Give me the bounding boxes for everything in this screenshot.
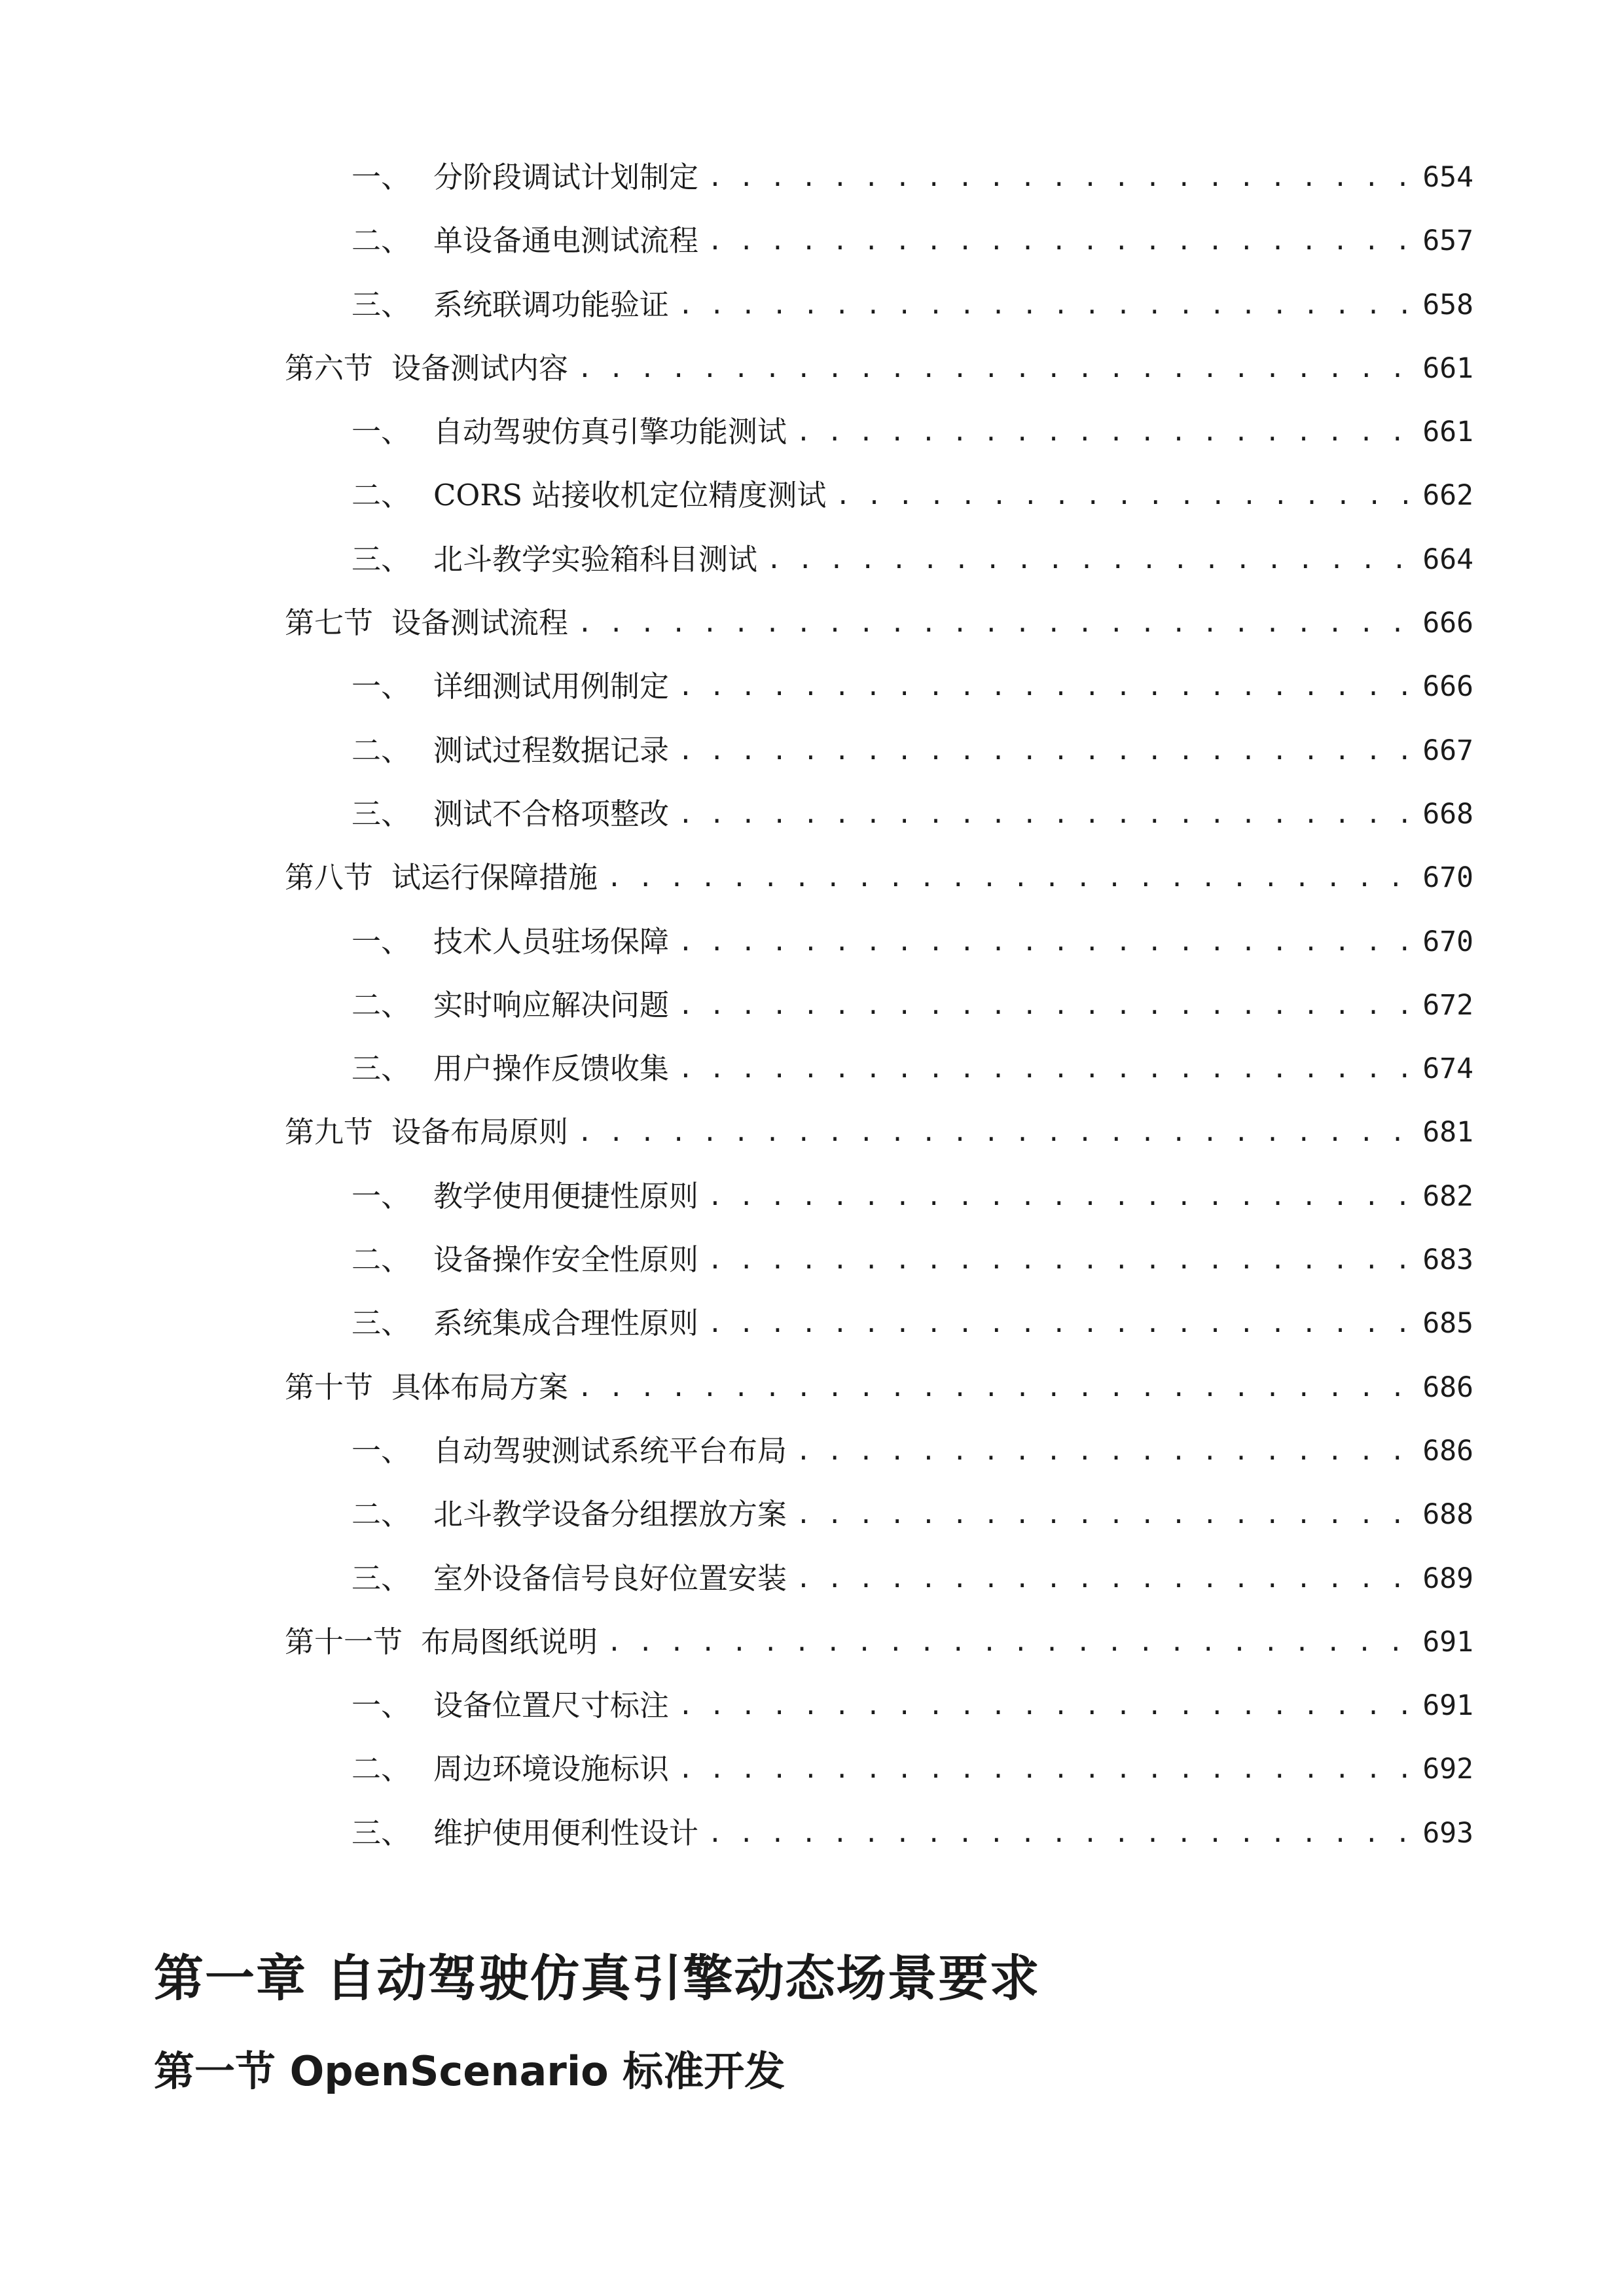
toc-entry-number: 三、: [352, 1051, 411, 1086]
toc-entry-title: 北斗教学设备分组摆放方案: [433, 1497, 787, 1532]
toc-entry-number: 一、: [352, 669, 411, 704]
toc-entry-title: 自动驾驶测试系统平台布局: [433, 1433, 787, 1468]
chapter-heading: 第一章 自动驾驶仿真引擎动态场景要求: [154, 1949, 1041, 2007]
toc-dot-leader: [708, 218, 1413, 264]
toc-entry-number: 三、: [352, 1815, 411, 1850]
toc-entry-number: 二、: [352, 1242, 411, 1278]
toc-entry-number: 一、: [352, 1178, 411, 1213]
toc-entry-title: 自动驾驶仿真引擎功能测试: [433, 414, 787, 450]
toc-entry-title: 设备测试流程: [391, 605, 569, 641]
toc-entry-title: 详细测试用例制定: [433, 669, 670, 704]
toc-dot-leader: [678, 1746, 1413, 1792]
toc-entry-number: 第十节: [285, 1369, 374, 1405]
toc-item-entry[interactable]: [0, 282, 1624, 346]
toc-page-number: 662: [1422, 479, 1473, 512]
toc-item-entry[interactable]: [0, 218, 1624, 281]
toc-page-number: 674: [1422, 1052, 1473, 1086]
toc-dot-leader: [708, 1237, 1413, 1283]
toc-entry-title: 设备操作安全性原则: [433, 1242, 699, 1278]
toc-dot-leader: [708, 1174, 1413, 1219]
toc-dot-leader: [607, 855, 1413, 901]
toc-dot-leader: [678, 982, 1413, 1028]
toc-dot-leader: [708, 1810, 1413, 1856]
toc-section-entry[interactable]: [0, 600, 1624, 664]
toc-entry-title: 分阶段调试计划制定: [433, 160, 699, 194]
toc-page-number: 683: [1422, 1244, 1473, 1277]
toc-entry-title: 实时响应解决问题: [433, 987, 670, 1022]
toc-page-number: 693: [1422, 1816, 1473, 1850]
toc-entry-number: 第十一节: [285, 1624, 403, 1659]
toc-item-entry[interactable]: [0, 1428, 1624, 1492]
toc-entry-number: 三、: [352, 796, 411, 831]
toc-entry-number: 三、: [352, 1560, 411, 1596]
toc-dot-leader: [796, 409, 1413, 455]
toc-entry-title: 布局图纸说明: [421, 1624, 598, 1659]
toc-entry-number: 二、: [352, 223, 411, 259]
toc-page-number: 688: [1422, 1498, 1473, 1532]
toc-item-entry[interactable]: [0, 1237, 1624, 1300]
table-of-contents: [0, 154, 1624, 1874]
toc-entry-number: 三、: [352, 287, 411, 322]
toc-entry-title: 单设备通电测试流程: [433, 223, 699, 259]
toc-item-entry[interactable]: [0, 1810, 1624, 1874]
toc-dot-leader: [678, 1046, 1413, 1092]
toc-dot-leader: [577, 600, 1413, 646]
toc-item-entry[interactable]: [0, 473, 1624, 536]
toc-entry-number: 一、: [352, 924, 411, 959]
toc-entry-number: 二、: [352, 478, 411, 513]
toc-dot-leader: [767, 537, 1413, 583]
toc-item-entry[interactable]: [0, 982, 1624, 1046]
toc-entry-title: 室外设备信号良好位置安装: [433, 1560, 787, 1596]
toc-item-entry[interactable]: [0, 1746, 1624, 1810]
toc-entry-title: 测试过程数据记录: [433, 732, 670, 768]
toc-dot-leader: [835, 473, 1413, 518]
toc-entry-number: 一、: [352, 1433, 411, 1468]
toc-dot-leader: [708, 1300, 1413, 1346]
toc-entry-number: 二、: [352, 732, 411, 768]
toc-entry-number: 第六节: [285, 350, 374, 386]
toc-entry-number: 第九节: [285, 1115, 374, 1150]
toc-item-entry[interactable]: [0, 1683, 1624, 1746]
toc-page-number: 691: [1422, 1625, 1473, 1659]
toc-dot-leader: [678, 282, 1413, 328]
toc-dot-leader: [678, 791, 1413, 837]
toc-page-number: 691: [1422, 1689, 1473, 1723]
toc-entry-title: 试运行保障措施: [391, 860, 598, 895]
toc-entry-title: 维护使用便利性设计: [433, 1815, 699, 1850]
toc-entry-number: 一、: [352, 160, 411, 194]
toc-section-entry[interactable]: [0, 1619, 1624, 1683]
toc-entry-title: 系统集成合理性原则: [433, 1306, 699, 1341]
toc-item-entry[interactable]: [0, 919, 1624, 982]
toc-item-entry[interactable]: [0, 409, 1624, 473]
toc-dot-leader: [577, 1365, 1413, 1410]
toc-item-entry[interactable]: [0, 1492, 1624, 1555]
toc-page-number: 670: [1422, 861, 1473, 895]
toc-page-number: 661: [1422, 351, 1473, 385]
toc-dot-leader: [708, 154, 1413, 200]
toc-entry-title: 具体布局方案: [391, 1369, 569, 1405]
toc-item-entry[interactable]: [0, 1300, 1624, 1364]
toc-page-number: 668: [1422, 797, 1473, 831]
toc-page-number: 657: [1422, 224, 1473, 258]
toc-item-entry[interactable]: [0, 791, 1624, 855]
toc-entry-title: 系统联调功能验证: [433, 287, 670, 322]
toc-section-entry[interactable]: [0, 346, 1624, 409]
toc-dot-leader: [577, 346, 1413, 391]
toc-dot-leader: [607, 1619, 1413, 1665]
toc-entry-number: 第八节: [285, 860, 374, 895]
toc-item-entry[interactable]: [0, 1556, 1624, 1619]
toc-item-entry[interactable]: [0, 154, 1624, 218]
toc-dot-leader: [796, 1492, 1413, 1537]
toc-entry-title: 设备位置尺寸标注: [433, 1688, 670, 1723]
toc-page-number: 667: [1422, 734, 1473, 767]
toc-entry-number: 三、: [352, 1306, 411, 1341]
toc-page-number: 670: [1422, 925, 1473, 958]
toc-item-entry[interactable]: [0, 664, 1624, 727]
toc-dot-leader: [678, 1683, 1413, 1729]
toc-entry-number: 二、: [352, 987, 411, 1022]
toc-dot-leader: [796, 1556, 1413, 1602]
toc-entry-title: 教学使用便捷性原则: [433, 1178, 699, 1213]
toc-page-number: 686: [1422, 1434, 1473, 1467]
toc-page-number: 685: [1422, 1307, 1473, 1340]
toc-dot-leader: [678, 728, 1413, 774]
toc-entry-number: 二、: [352, 1751, 411, 1787]
toc-dot-leader: [577, 1109, 1413, 1155]
toc-entry-title: 周边环境设施标识: [433, 1751, 670, 1787]
toc-page-number: 692: [1422, 1753, 1473, 1786]
toc-item-entry[interactable]: [0, 537, 1624, 600]
section-heading: 第一节 OpenScenario 标准开发: [154, 2047, 785, 2095]
toc-page-number: 666: [1422, 670, 1473, 704]
toc-entry-number: 二、: [352, 1497, 411, 1532]
toc-entry-number: 第七节: [285, 605, 374, 641]
toc-page-number: 682: [1422, 1179, 1473, 1213]
toc-page-number: 686: [1422, 1371, 1473, 1404]
toc-entry-title: 设备布局原则: [391, 1115, 569, 1150]
toc-page-number: 661: [1422, 416, 1473, 449]
toc-page-number: 654: [1422, 161, 1473, 194]
toc-page-number: 666: [1422, 607, 1473, 640]
toc-dot-leader: [678, 664, 1413, 709]
toc-entry-title: 北斗教学实验箱科目测试: [433, 541, 758, 577]
toc-page-number: 672: [1422, 988, 1473, 1022]
toc-entry-title: 用户操作反馈收集: [433, 1051, 670, 1086]
toc-section-entry[interactable]: [0, 1365, 1624, 1428]
toc-entry-title: 技术人员驻场保障: [433, 924, 670, 959]
toc-entry-number: 三、: [352, 541, 411, 577]
toc-item-entry[interactable]: [0, 728, 1624, 791]
toc-entry-title: 测试不合格项整改: [433, 796, 670, 831]
toc-item-entry[interactable]: [0, 1046, 1624, 1109]
toc-item-entry[interactable]: [0, 1174, 1624, 1237]
toc-page-number: 658: [1422, 288, 1473, 321]
toc-dot-leader: [796, 1428, 1413, 1474]
toc-page-number: 664: [1422, 543, 1473, 576]
toc-dot-leader: [678, 919, 1413, 965]
toc-entry-title: CORS 站接收机定位精度测试: [433, 478, 827, 513]
toc-page-number: 681: [1422, 1116, 1473, 1149]
toc-section-entry[interactable]: [0, 855, 1624, 918]
toc-entry-number: 一、: [352, 1688, 411, 1723]
toc-section-entry[interactable]: [0, 1109, 1624, 1173]
toc-entry-number: 一、: [352, 414, 411, 450]
toc-entry-title: 设备测试内容: [391, 350, 569, 386]
toc-page-number: 689: [1422, 1562, 1473, 1595]
